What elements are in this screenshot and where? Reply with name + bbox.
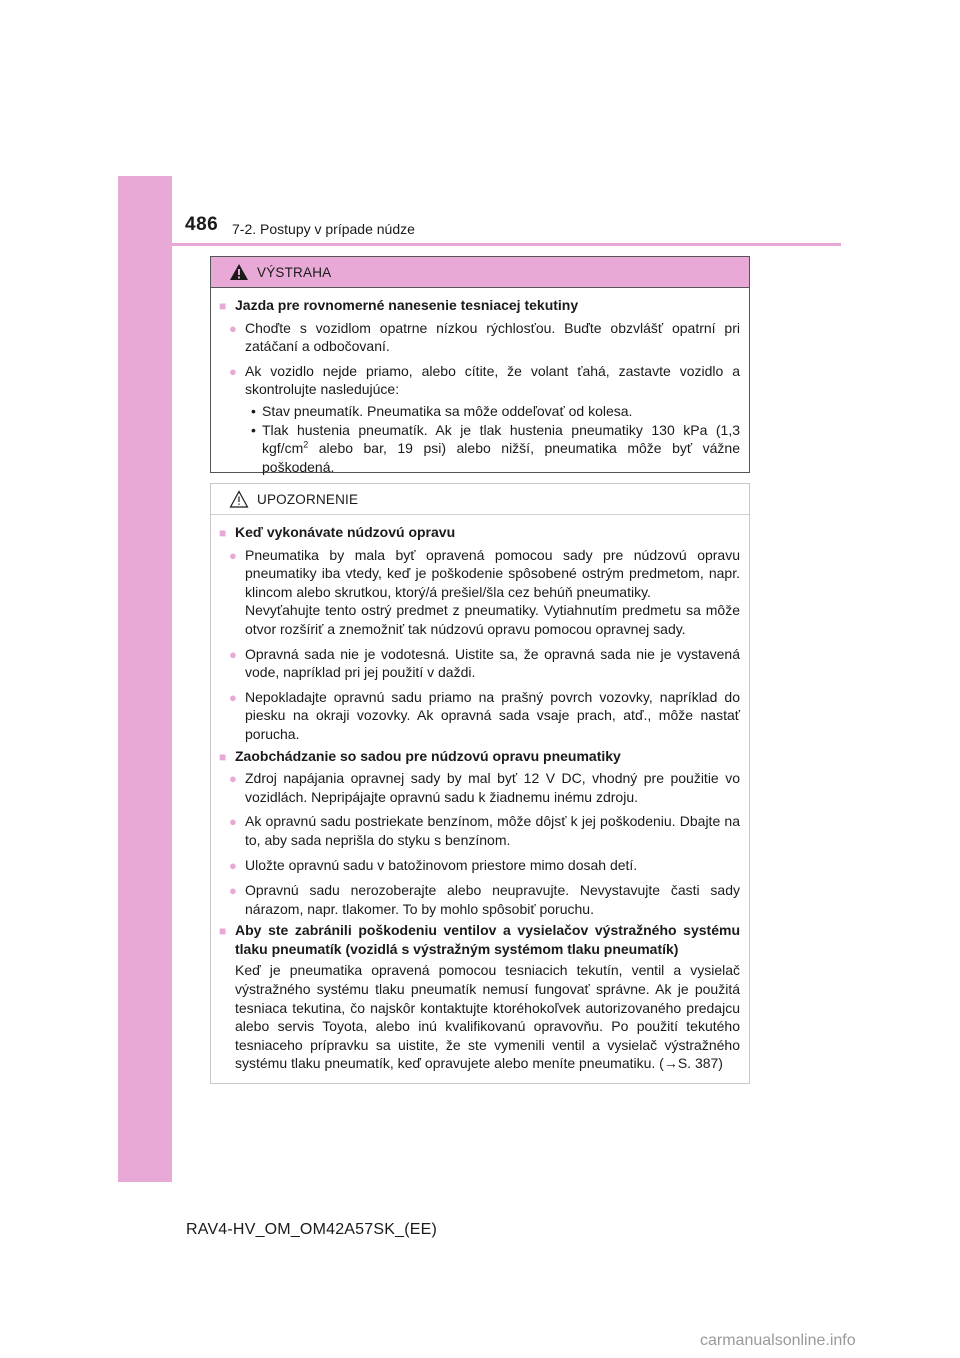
warning-triangle-icon (229, 263, 249, 281)
caution-header (211, 484, 749, 515)
caution-heading-1: ■ Keď vykonávate núdzovú opravu (219, 523, 740, 543)
list-item: ● Zdroj napájania opravnej sady by mal byť 12 V DC, vhodný pre použitie vo vozidlách. Nepripájajte opravnú sadu k žiadnemu inému zdroju. (219, 769, 740, 806)
square-bullet-icon: ■ (219, 749, 227, 764)
list-item: ● Ak vozidlo nejde priamo, alebo cítite, že volant ťahá, zastavte vozidlo a skontrolujte nasledujúce: (219, 362, 740, 399)
warning-label: VÝSTRAHA (257, 264, 332, 280)
list-item: ● Uložte opravnú sadu v batožinovom priestore mimo dosah detí. (219, 856, 740, 876)
square-bullet-icon: ■ (219, 924, 227, 939)
small-bullet-icon: • (251, 402, 256, 419)
circle-bullet-icon: ● (229, 547, 237, 563)
header-rule (172, 243, 841, 246)
square-bullet-icon: ■ (219, 299, 227, 313)
list-item: ● Opravná sada nie je vodotesná. Uistite sa, že opravná sada nie je vystavená vode, napríklad pri jej použití v daždi. (219, 645, 740, 682)
watermark: carmanualsonline.info (700, 1332, 856, 1349)
caution-paragraph: Keď je pneumatika opravená pomocou tesniacich tekutín, ventil a vysielač výstražného systému tlaku pneumatík nemusí fungovať správne. Ak je použitá tesniaca tekutina, čo najskôr kontaktujte ktoréhokoľvek autorizovaného predajcu alebo servis Toyota, alebo inú kvalifikovanú opravovňu. Po použití tekutého tesniaceho prípravku sa uistite, že ste vymenili ventil a vysielač výstražného systému tlaku pneumatík, keď opravujete alebo meníte pneumatiku. (→S. 387) (235, 962, 740, 1072)
circle-bullet-icon: ● (229, 363, 237, 379)
caution-heading-3: ■ Aby ste zabránili poškodeniu ventilov a vysielačov výstražného systému tlaku pneumatík (vozidlá s výstražným systémom tlaku pneumatík) (219, 922, 740, 957)
circle-bullet-icon: ● (229, 814, 237, 830)
caution-heading-2: ■ Zaobchádzanie so sadou pre núdzovú opravu pneumatiky (219, 747, 740, 767)
circle-bullet-icon: ● (229, 689, 237, 705)
caution-box (210, 483, 750, 1084)
section-title: 7-2. Postupy v prípade núdze (232, 221, 415, 237)
chapter-sidebar-tab (118, 176, 172, 1182)
caution-body (211, 515, 749, 1073)
warning-body (211, 288, 749, 476)
page-number: 486 (185, 214, 219, 235)
list-item: ● Ak opravnú sadu postriekate benzínom, môže dôjsť k jej poškodeniu. Dbajte na to, aby sada neprišla do styku s benzínom. (219, 812, 740, 849)
square-bullet-icon: ■ (219, 526, 227, 540)
warning-header (211, 257, 749, 288)
sub-list-item: • Tlak hustenia pneumatík. Ak je tlak hustenia pneumatiky 130 kPa (1,3 kgf/$cm^2$ alebo bar, 19 psi) alebo nižší, pneumatika môže byť vážne poškodená. (251, 421, 740, 475)
caution-label: UPOZORNENIE (257, 491, 359, 507)
circle-bullet-icon: ● (229, 320, 237, 336)
warning-heading: ■ Jazda pre rovnomerné nanesenie tesniacej tekutiny (219, 296, 740, 316)
list-item: ● Nepokladajte opravnú sadu priamo na prašný povrch vozovky, napríklad do piesku na okraji vozovky. Ak opravná sada vsaje prach, atď., môže nastať porucha. (219, 688, 740, 744)
caution-triangle-icon (229, 490, 249, 508)
warning-box (210, 256, 750, 473)
circle-bullet-icon: ● (229, 883, 237, 899)
small-bullet-icon: • (251, 421, 256, 438)
circle-bullet-icon: ● (229, 857, 237, 873)
circle-bullet-icon: ● (229, 646, 237, 662)
sub-list-item: • Stav pneumatík. Pneumatika sa môže oddeľovať od kolesa. (251, 402, 633, 419)
document-code: RAV4-HV_OM_OM42A57SK_(EE) (186, 1221, 438, 1238)
circle-bullet-icon: ● (229, 771, 237, 787)
list-item: ● Opravnú sadu nerozoberajte alebo neupravujte. Nevystavujte časti sady nárazom, napr. tlakomer. To by mohlo spôsobiť poruchu. (219, 881, 740, 918)
list-item: ● Pneumatika by mala byť opravená pomocou sady pre núdzovú opravu pneumatiky iba vtedy, keď je poškodenie spôsobené ostrým predmetom, napr. klincom alebo skrutkou, ktorý/á prešiel/šla cez behúň pneumatiky. Nevyťahujte tento ostrý predmet z pneumatiky. Vytiahnutím predmetu sa môže otvor rozšíriť a znemožniť tak núdzovú opravu pomocou opravnej sady. (219, 546, 740, 639)
list-item: ● Choďte s vozidlom opatrne nízkou rýchlosťou. Buďte obzvlášť opatrní pri zatáčaní a odbočovaní. (219, 319, 740, 356)
